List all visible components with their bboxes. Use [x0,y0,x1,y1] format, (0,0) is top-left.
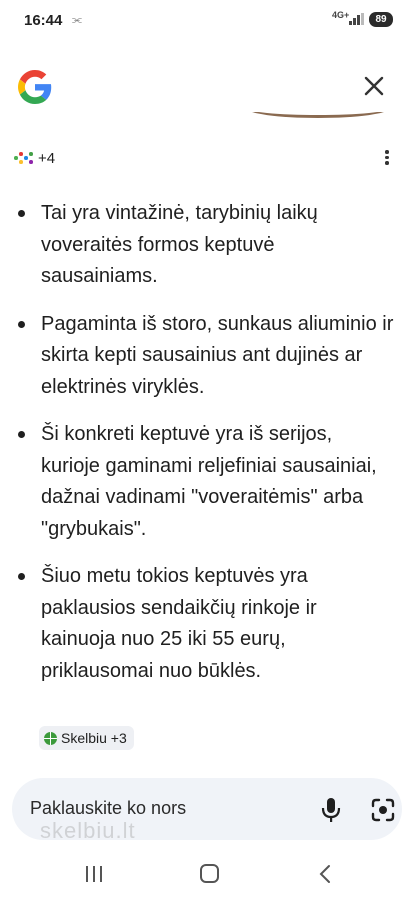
search-placeholder: Paklauskite ko nors [30,798,187,818]
network-type: 4G+ [332,10,350,20]
google-lens-icon[interactable] [370,797,396,823]
source-chip[interactable] [39,726,134,750]
sources-row[interactable] [14,148,55,168]
list-item: Pagaminta iš storo, sunkaus aliuminio ir skirta kepti sausainius ant dujinės ar elektrinės viryklės. [0,309,415,404]
source-chip-label: Skelbiu +3 [61,730,127,746]
image-preview-edge [246,112,390,122]
signal-icon [349,13,363,25]
system-nav-bar [0,852,415,900]
watermark: skelbiu.lt [40,818,136,843]
notification-icon: ⫘ [72,14,82,26]
status-time: 16:44 [24,12,63,29]
battery-badge: 89 [369,12,393,27]
list-item: Tai yra vintažinė, tarybinių laikų voveraitės formos keptuvė sausainiams. [0,198,415,293]
more-vert-icon[interactable] [380,148,394,170]
list-item: Ši konkreti keptuvė yra iš serijos, kurioje gaminami reljefiniai sausainiai, dažnai vadinami "voveraitėmis" arba "grybukais". [0,419,415,545]
answer-list [0,198,415,703]
status-bar [0,0,415,40]
list-item: Šiuo metu tokios keptuvės yra paklausios sendaikčių rinkoje ir kainuoja nuo 25 iki 55 eurų, priklausomai nuo būklės. [0,561,415,687]
sources-count: +4 [38,149,56,167]
home-icon[interactable] [200,864,219,883]
globe-icon [44,732,57,745]
sources-icon [14,150,36,166]
back-icon[interactable] [318,864,332,884]
recents-icon[interactable] [86,866,104,882]
close-button[interactable] [358,70,390,102]
mic-icon[interactable] [318,796,344,824]
google-g-icon[interactable] [18,70,52,104]
